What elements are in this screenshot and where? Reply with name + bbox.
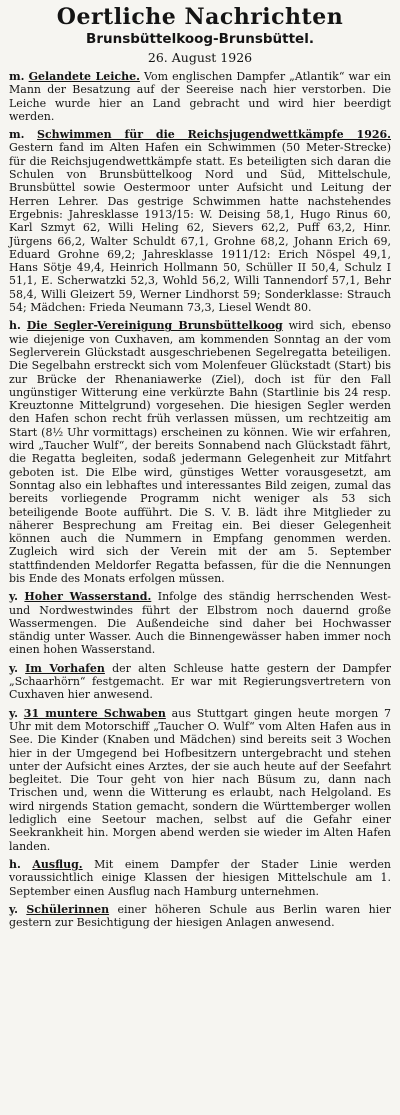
article-text: wird sich, ebenso wie diejenige von Cuxhaven, am kommenden Sonntag an der vom Seglerverein Glückstadt ausgeschriebenen Segelregatta beteiligen. Die Segelbahn erstreckt sich vom Molenfeuer Glückstadt (Start) bis zur Brücke der Rhenaniawerke (Ziel), doch ist für den Fall ungünstiger Witterung eine verkürzte Bahn (Startlinie bis 24 resp. Kreuztonne Mittelgrund) vorgesehen. Die hiesigen Segler werden den Hafen schon recht früh verlassen müssen, um rechtzeitig am Start (8½ Uhr vormittags) erscheinen zu können. Wie wir erfahren, wird „Taucher Wulf“, der bereits Sonnabend nach Glückstadt fährt, die Regatta begleiten, sodaß jedermann Gelegenheit zur Mitfahrt geboten ist. Die Elbe wird, günstiges Wetter vorausgesetzt, am Sonntag also ein lebhaftes und interessantes Bild zeigen, zumal das bereits vorliegende Programm nicht weniger als 53 sich beteiligende Boote aufführt. Die S. V. B. lädt ihre Mitglieder zu näherer Besprechung am Freitag ein. Bei dieser Gelegenheit können auch die Nummern in Empfang genommen werden. Zugleich wird sich der Verein mit der am 5. September stattfindenden Meldorfer Regatta befassen, für die die Nennungen bis Ende des Monats erfolgen müssen. — [9, 319, 391, 585]
article-heading: Gelandete Leiche. — [28, 70, 140, 83]
issue-date: 26. August 1926 — [147, 50, 253, 65]
article-text: Mit einem Dampfer der Stader Linie werden voraussichtlich einige Klassen der hiesigen Mittelschule am 1. September einen Ausflug nach Hamburg unternehmen. — [9, 857, 392, 898]
article-ausflug — [9, 858, 391, 898]
article-mark: y. — [9, 902, 18, 916]
article-mark: h. — [9, 319, 21, 333]
article-heading: Schwimmen für die Reichsjugendwettkämpfe 1926. — [37, 128, 391, 142]
section-title: Oertliche Nachrichten — [56, 4, 344, 30]
article-schuelerinnen — [9, 903, 391, 930]
article-heading: Schülerinnen — [26, 902, 110, 916]
article-text: aus Stuttgart gingen heute morgen 7 Uhr mit dem Motorschiff „Taucher O. Wulf“ vom Alten Hafen aus in See. Die Kinder (Knaben und Mädchen) sind bereits seit 3 Wochen hier in der Umgegend bei Hofbesitzern untergebracht und stehen unter der Aufsicht eines Arztes, der sie auch heute auf der Seefahrt begleitet. Die Tour geht von hier nach Büsum zu, dann nach Trischen und, wenn die Witterung es erlaubt, nach Helgoland. Es wird nirgends Station gemacht, sondern die Württemberger wollen lediglich eine Seetour machen, selbst auf die Gefahr einer Seekrankheit hin. Morgen abend werden sie wieder im Alten Hafen landen. — [9, 706, 392, 853]
article-text: einer höheren Schule aus Berlin waren hier gestern zur Besichtigung der hiesigen Anlagen anwesend. — [9, 902, 391, 930]
article-gelandete-leiche — [9, 70, 391, 123]
article-text: Vom englischen Dampfer „Atlantik“ war ein Mann der Besatzung auf der Seereise nach hier verstorben. Die Leiche wurde hier an Land gebracht und wird hier beerdigt werden. — [9, 70, 391, 123]
article-heading: Ausflug. — [32, 857, 83, 871]
article-schwimmen — [9, 128, 391, 314]
article-segler-vereinigung — [9, 319, 391, 585]
article-heading: Die Segler-Vereinigung Brunsbüttelkoog — [26, 319, 283, 333]
article-vorhafen — [9, 662, 391, 702]
article-heading: Hoher Wasserstand. — [24, 590, 152, 604]
masthead — [0, 0, 400, 66]
article-heading: 31 muntere Schwaben — [23, 706, 166, 720]
article-schwaben — [9, 707, 391, 853]
article-mark: h. — [9, 857, 21, 871]
article-mark: m. — [9, 128, 25, 142]
article-text: Gestern fand im Alten Hafen ein Schwimmen (50 Meter-Strecke) für die Reichsjugendwettkämpfe statt. Es beteiligten sich daran die Schulen von Brunsbüttelkoog Nord und Süd, Mittelschule, Brunsbüttel sowie Oestermoor unter Aufsicht und Leitung der Herren Lehrer. Das gestrige Schwimmen hatte nachstehendes Ergebnis: Jahresklasse 1913/15: W. Deising 58,1, Hugo Rinus 60, Karl Szmyt 62, Willi Heling 62, Sievers 62,2, Puff 63,2, Hinr. Jürgens 66,2, Walter Schuldt 67,1, Grohne 68,2, Johann Erich 69, Eduard Grohne 69,2; Jahresklasse 1911/12: Erich Nöspel 49,1, Hans Sötje 49,4, Heinrich Hollmann 50, Schüller II 50,4, Schulz I 51,1, E. Scherwatzki 52,3, Wohld 56,2, Willi Tannendorf 57,1, Behr 58,4, Willi Gleizert 59, Werner Lindhorst 59; Sonderklasse: Strauch 54; Mädchen: Frieda Neumann 73,3, Liesel Wendt 80. — [9, 141, 391, 315]
article-mark: m. — [9, 70, 25, 83]
article-text: Infolge des ständig herrschenden West- und Nordwestwindes führt der Elbstrom noch dauernd große Wassermengen. Die Außendeiche sind daher bei Hochwasser ständig unter Wasser. Auch die Binnengewässer haben immer noch einen hohen Wasserstand. — [9, 590, 392, 657]
article-text: der alten Schleuse hatte gestern der Dampfer „Schaarhörn“ festgemacht. Er war mit Regierungsvertretern von Cuxhaven hier anwesend. — [9, 661, 392, 702]
article-mark: y. — [9, 706, 18, 720]
articles — [0, 66, 400, 929]
article-heading: Im Vorhafen — [25, 661, 105, 675]
article-mark: y. — [9, 590, 18, 604]
article-hoher-wasserstand — [9, 590, 391, 656]
section-subtitle: Brunsbüttelkoog-Brunsbüttel. — [86, 31, 314, 47]
article-mark: y. — [9, 661, 18, 675]
